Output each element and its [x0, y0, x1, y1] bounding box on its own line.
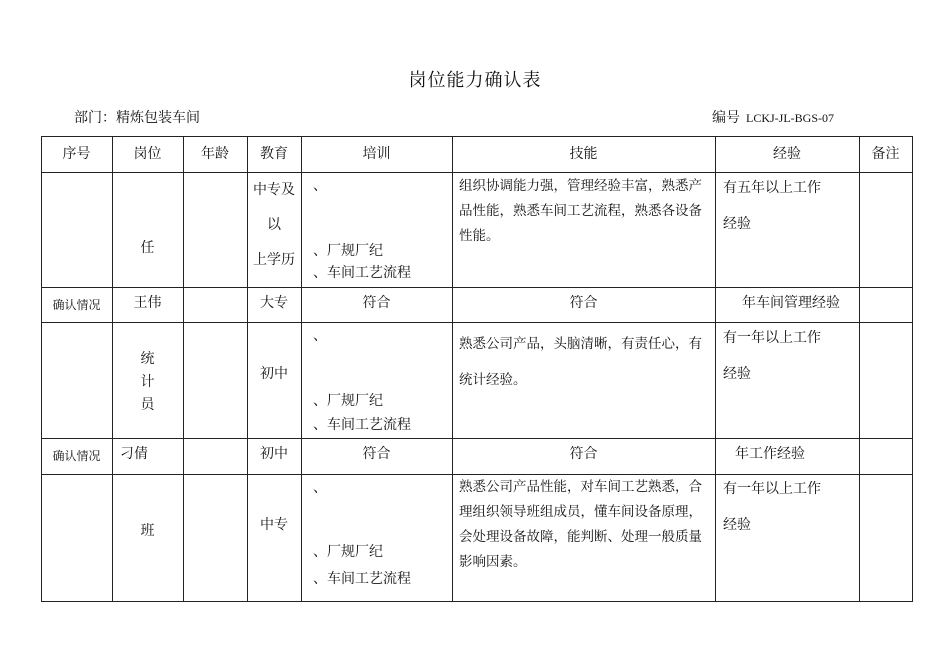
experience-line: 有一年以上工作: [723, 330, 821, 346]
training-line: 、车间工艺流程: [313, 417, 411, 433]
confirm-training: 符合: [362, 295, 391, 311]
experience-line: 有一年以上工作: [723, 481, 821, 497]
education-line: 上学历: [253, 252, 295, 268]
confirm-label: 确认情况: [52, 449, 101, 463]
education-cell: 初中: [260, 366, 288, 382]
education-cell: 中专: [260, 517, 288, 533]
training-line: 、厂规厂纪: [313, 393, 383, 409]
position-line: 计: [140, 374, 155, 390]
header-position: 岗位: [133, 146, 162, 162]
header-education: 教育: [260, 146, 288, 162]
header-training: 培训: [362, 146, 391, 162]
skill-text: 熟悉公司产品，头脑清晰，有责任心，有统计经验。: [459, 336, 702, 388]
document-title: 岗位能力确认表: [408, 70, 542, 91]
code-value: LCKJ-JL-BGS-07: [746, 111, 835, 125]
confirm-education: 大专: [260, 295, 288, 311]
header-age: 年龄: [201, 146, 229, 162]
training-line: 、车间工艺流程: [313, 265, 411, 281]
experience-line: 经验: [723, 517, 751, 533]
education-line: 中专及: [253, 182, 295, 198]
header-skill: 技能: [569, 146, 598, 162]
education-line: 以: [267, 217, 281, 233]
skill-text: 熟悉公司产品性能，对车间工艺熟悉，合理组织领导班组成员，懂车间设备原理，会处理设备故障，能判断、处理一般质量影响因素。: [459, 479, 702, 570]
experience-line: 经验: [723, 366, 751, 382]
confirm-experience: 年车间管理经验: [742, 295, 840, 311]
training-line: 、厂规厂纪: [313, 544, 383, 560]
training-line: 、车间工艺流程: [313, 571, 411, 587]
department-label: 部门：: [74, 110, 116, 126]
code-label: 编号: [712, 110, 740, 126]
position-line: 统: [140, 351, 155, 367]
confirm-training: 符合: [362, 446, 391, 462]
training-line: 、厂规厂纪: [313, 243, 383, 259]
training-line: 、: [313, 178, 327, 194]
position-line: 员: [140, 397, 155, 413]
experience-line: 经验: [723, 216, 751, 232]
confirm-education: 初中: [260, 446, 288, 462]
department-value: 精炼包装车间: [116, 110, 200, 126]
training-line: 、: [313, 328, 327, 344]
header-index: 序号: [62, 146, 91, 162]
experience-line: 有五年以上工作: [723, 180, 821, 196]
header-experience: 经验: [773, 146, 801, 162]
header-remarks: 备注: [871, 146, 900, 162]
confirm-skill: 符合: [569, 446, 598, 462]
confirm-label: 确认情况: [52, 298, 101, 312]
confirm-skill: 符合: [569, 295, 598, 311]
confirm-name: 刁倩: [120, 446, 148, 462]
training-line: 、: [313, 480, 327, 496]
confirm-experience: 年工作经验: [735, 446, 805, 462]
position-cell: 班: [140, 523, 155, 539]
position-cell: 任: [140, 240, 155, 256]
confirm-name: 王伟: [133, 295, 162, 311]
skill-text: 组织协调能力强，管理经验丰富，熟悉产品性能，熟悉车间工艺流程，熟悉各设备性能。: [459, 178, 702, 244]
